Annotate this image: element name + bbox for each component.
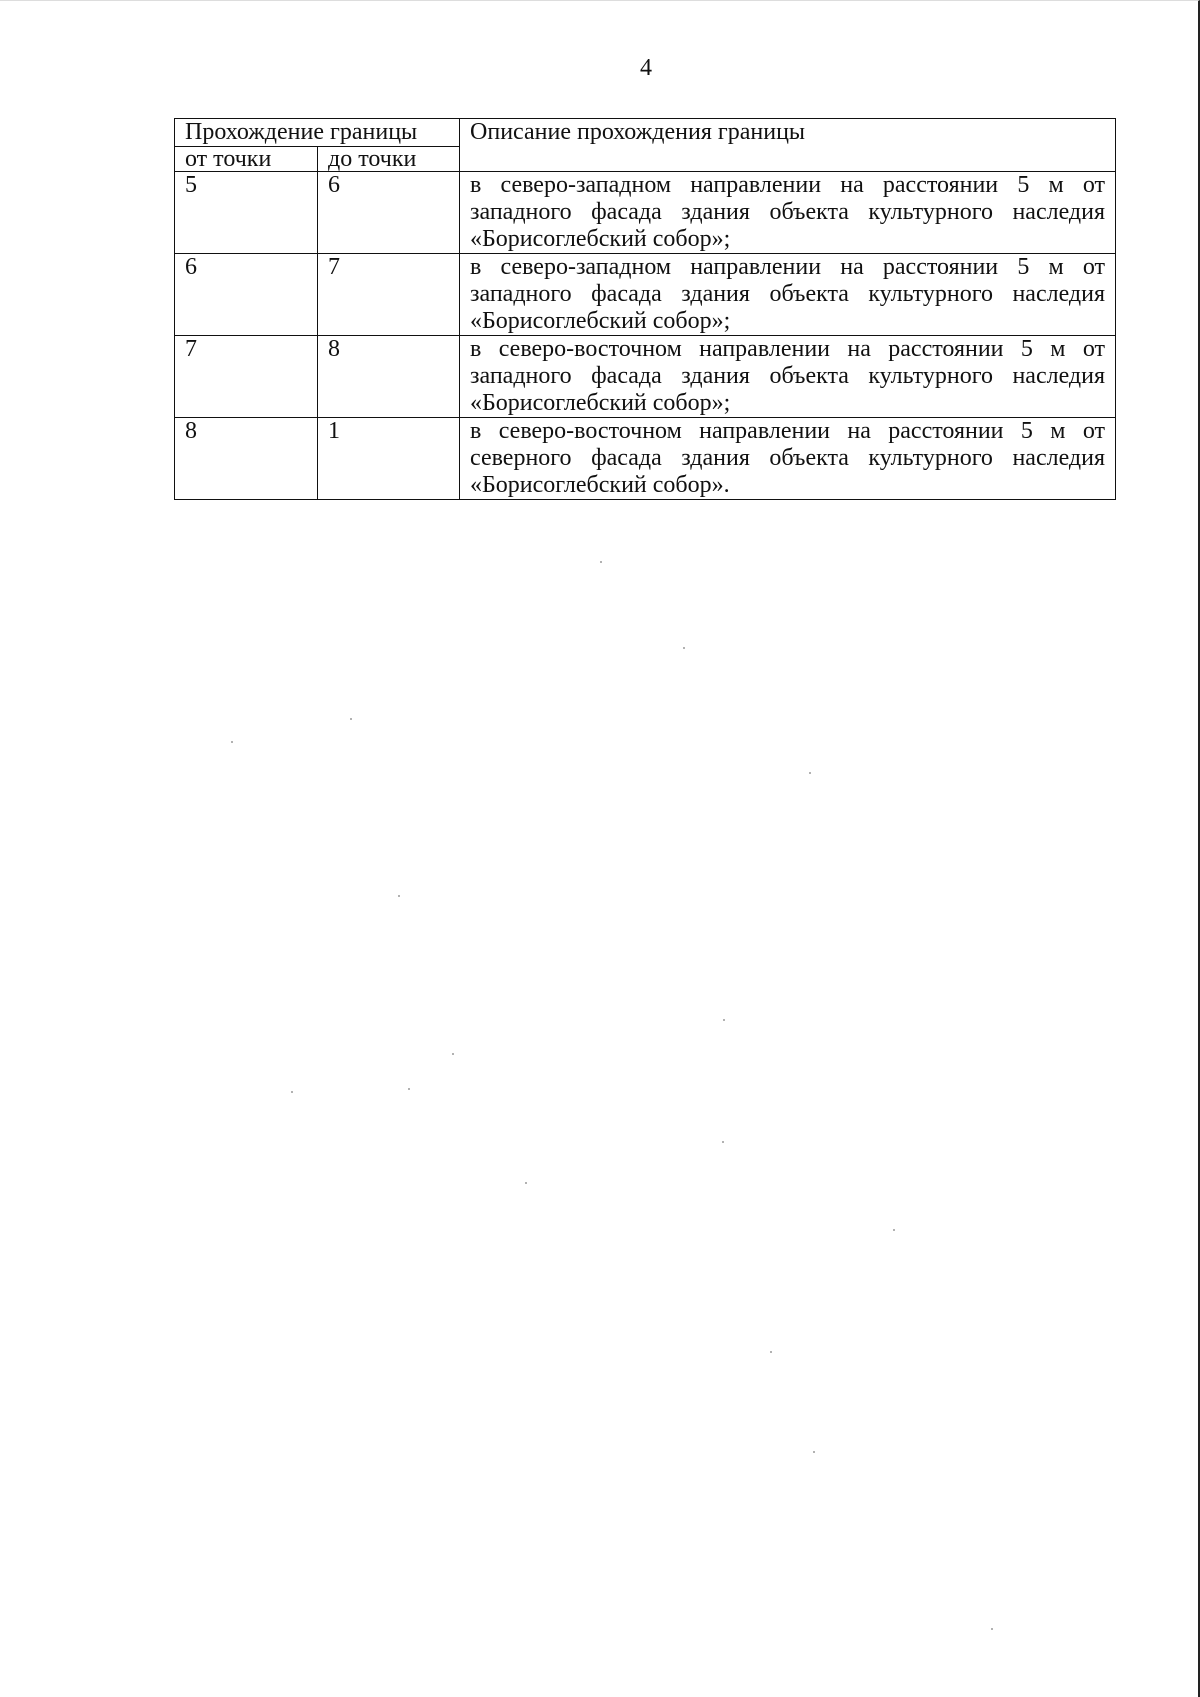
scan-speck bbox=[722, 1141, 724, 1143]
cell-description: в северо-западном направлении на расстоянии 5 м от западного фасада здания объекта культурного наследия «Борисоглебский собор»; bbox=[460, 172, 1116, 254]
scan-speck bbox=[350, 718, 352, 720]
scan-speck bbox=[813, 1451, 815, 1453]
table-row bbox=[175, 418, 1116, 500]
scan-speck bbox=[291, 1091, 293, 1093]
boundary-table bbox=[174, 118, 1116, 500]
scan-speck bbox=[723, 1019, 725, 1021]
page-number: 4 bbox=[640, 55, 652, 81]
table-row bbox=[175, 254, 1116, 336]
scan-speck bbox=[408, 1088, 410, 1090]
scan-speck bbox=[770, 1351, 772, 1353]
scan-speck bbox=[231, 741, 233, 743]
scan-speck bbox=[683, 647, 685, 649]
header-from-point: от точки bbox=[175, 147, 318, 172]
scan-speck bbox=[452, 1053, 454, 1055]
table-row bbox=[175, 336, 1116, 418]
cell-description: в северо-западном направлении на расстоянии 5 м от западного фасада здания объекта культурного наследия «Борисоглебский собор»; bbox=[460, 254, 1116, 336]
cell-to-point: 1 bbox=[318, 418, 460, 500]
cell-from-point: 8 bbox=[175, 418, 318, 500]
header-to-point: до точки bbox=[318, 147, 460, 172]
scan-speck bbox=[525, 1182, 527, 1184]
table-row bbox=[175, 172, 1116, 254]
scan-speck bbox=[893, 1229, 895, 1231]
cell-to-point: 8 bbox=[318, 336, 460, 418]
table-header bbox=[175, 119, 1116, 172]
cell-description: в северо-восточном направлении на расстоянии 5 м от западного фасада здания объекта культурного наследия «Борисоглебский собор»; bbox=[460, 336, 1116, 418]
header-description: Описание прохождения границы bbox=[460, 119, 1116, 172]
header-row-main bbox=[175, 119, 1116, 147]
header-passage: Прохождение границы bbox=[175, 119, 460, 147]
cell-to-point: 6 bbox=[318, 172, 460, 254]
cell-description: в северо-восточном направлении на расстоянии 5 м от северного фасада здания объекта культурного наследия «Борисоглебский собор». bbox=[460, 418, 1116, 500]
scan-speck bbox=[809, 772, 811, 774]
scan-speck bbox=[398, 895, 400, 897]
scan-speck bbox=[991, 1628, 993, 1630]
cell-to-point: 7 bbox=[318, 254, 460, 336]
scan-speck bbox=[600, 561, 602, 563]
cell-from-point: 5 bbox=[175, 172, 318, 254]
cell-from-point: 6 bbox=[175, 254, 318, 336]
table-body bbox=[175, 172, 1116, 500]
cell-from-point: 7 bbox=[175, 336, 318, 418]
